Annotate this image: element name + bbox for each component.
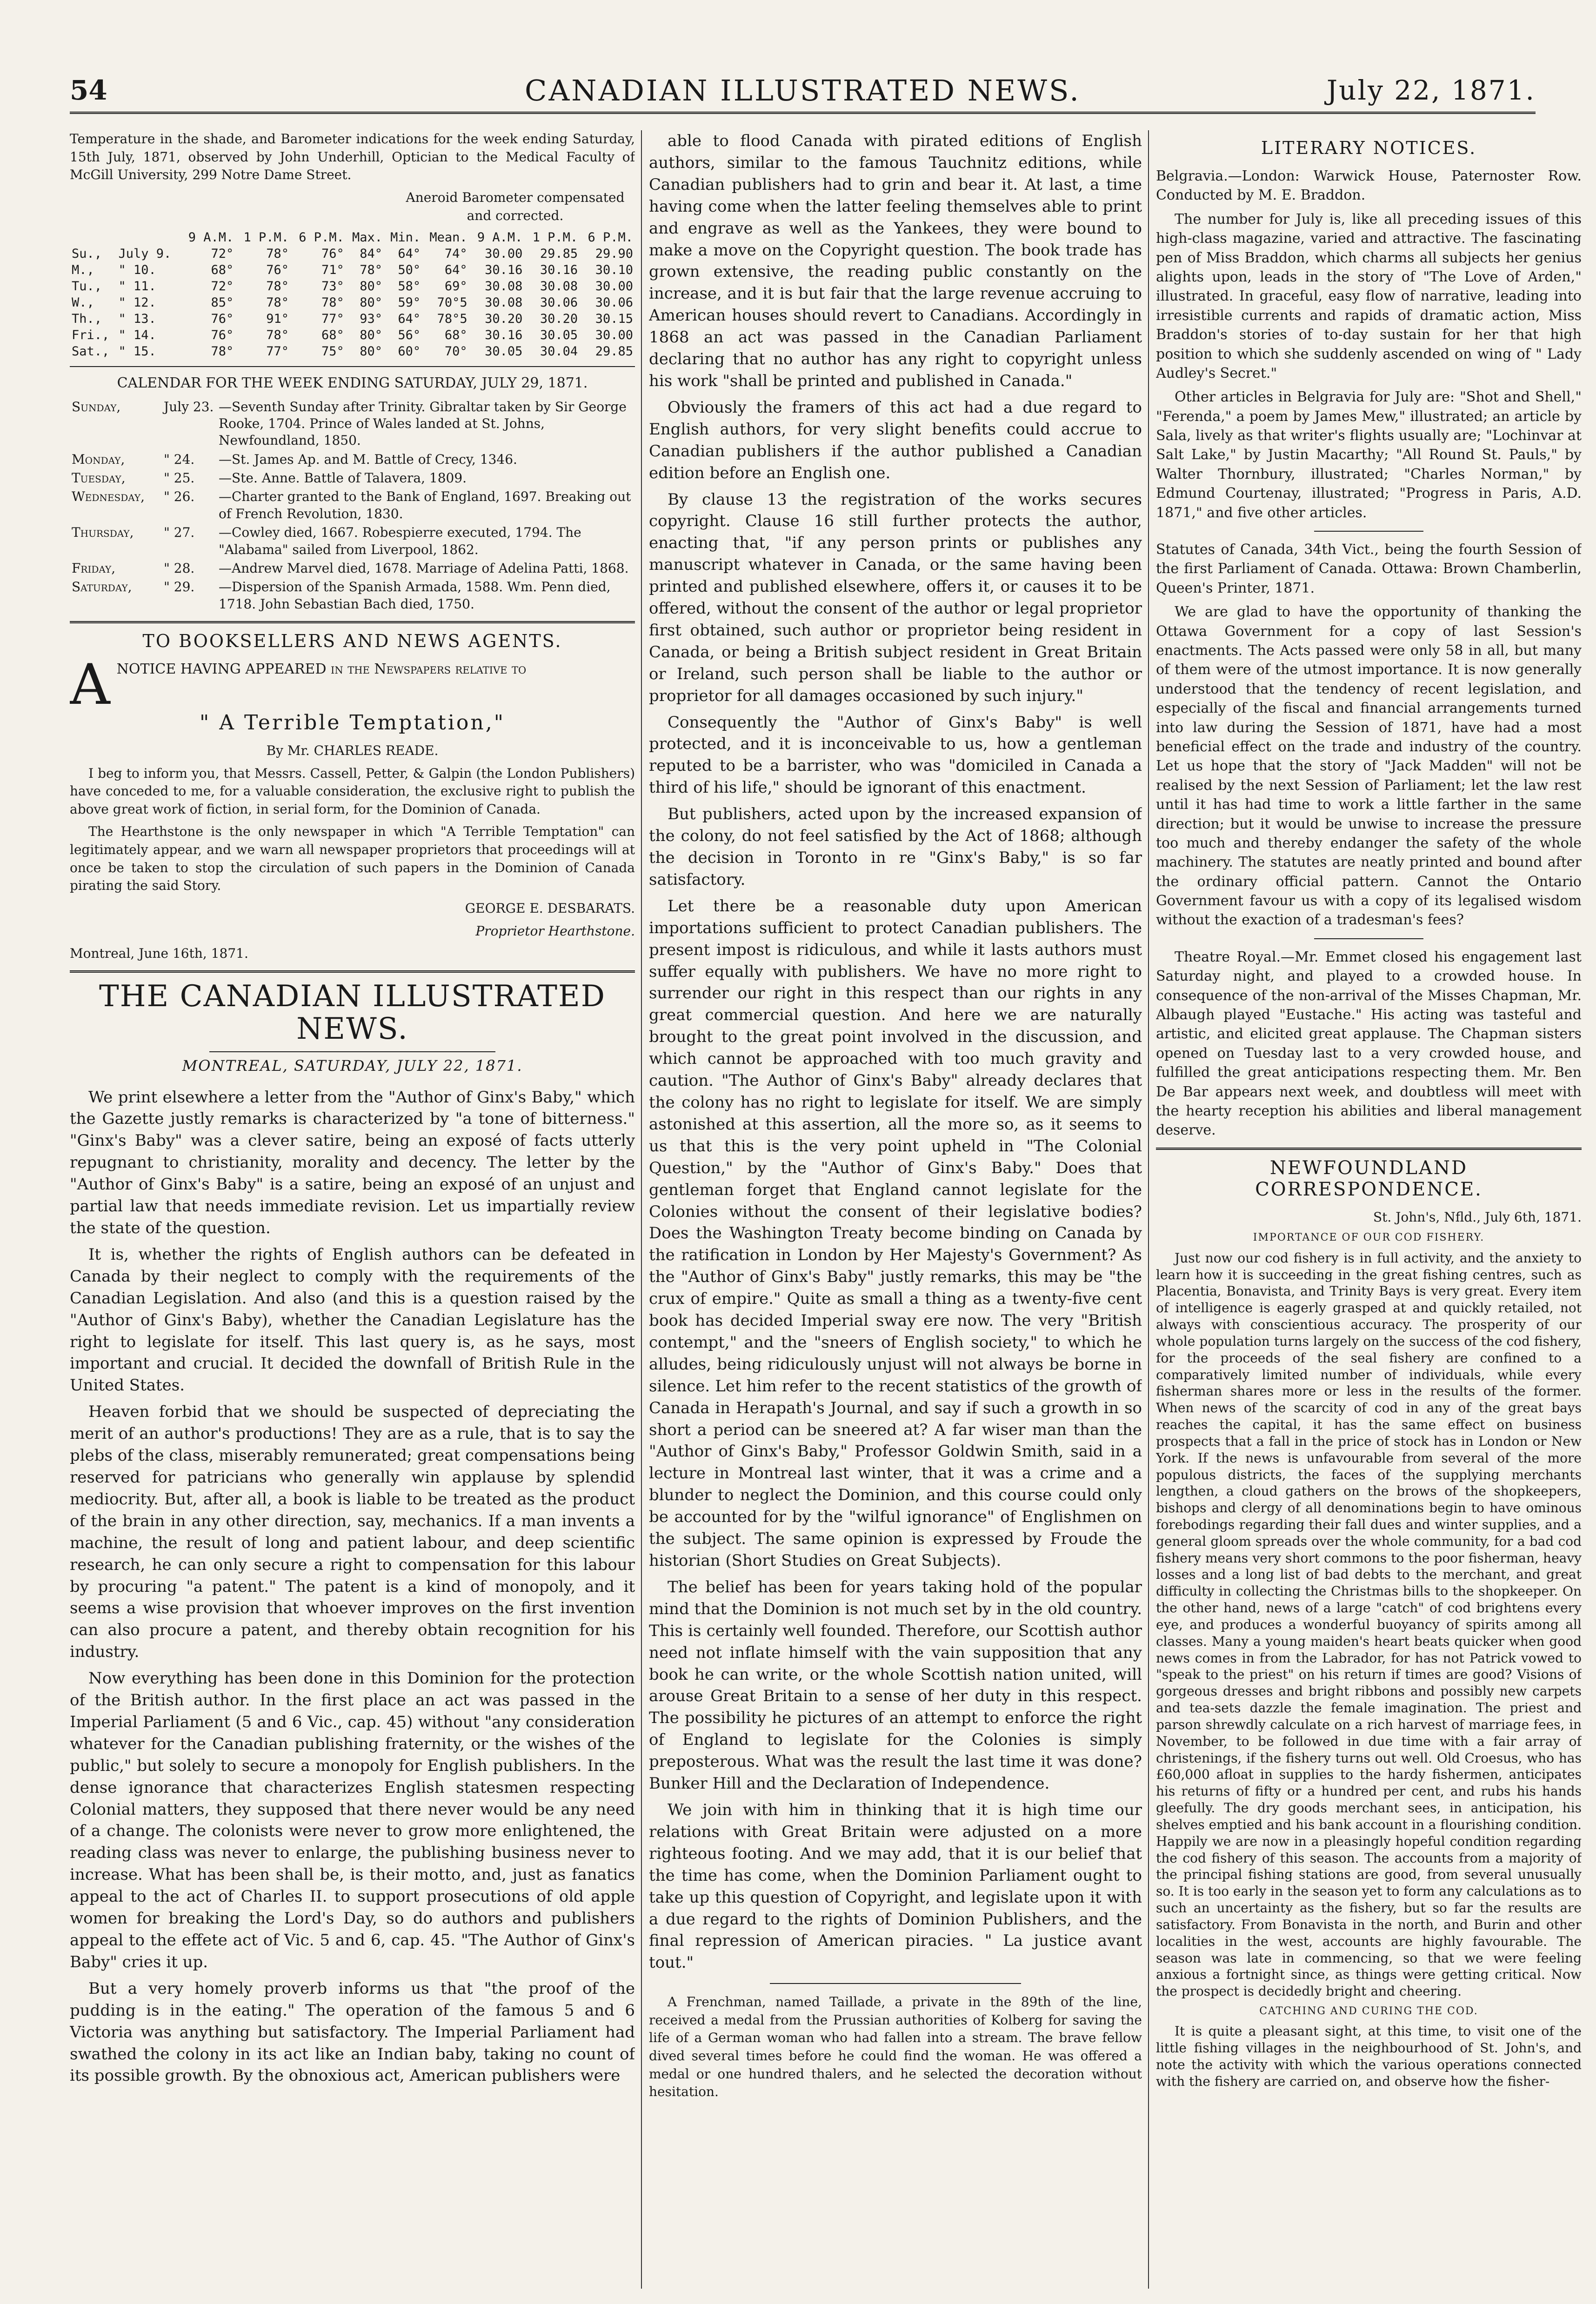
column-rule-1 — [641, 130, 642, 2289]
editorial-continued — [649, 130, 1142, 1974]
belgravia-para-2: Other articles in Belgravia for July are: "Shot and Shell," "Ferenda," a poem by James Mew," illustrated; an article by Sala, lively as that writer's flights usually are; "Lochinvar at Salt Lake," by Justin Macarthy; "All Round St. Pauls," by Walter Thornbury, illustrated; "Charles Norman," by Edmund Courtenay, illustrated; "Progress in Paris, A.D. 1871," and five other articles. — [1156, 389, 1582, 521]
calendar-day: Wednesday, — [72, 489, 145, 505]
editorial-paragraph: Consequently the "Author of Ginx's Baby" is well protected, and it is inconceivable to us, how a gentleman reputed to be a barrister, who was "domiciled in Canada a third of his life," should be ignorant of this enactment. — [649, 713, 1142, 797]
weather-cell: 68° — [211, 263, 234, 278]
story-byline: By Mr. CHARLES READE. — [266, 742, 439, 758]
calendar-text: —St. James Ap. and M. Battle of Crecy, 1346. — [219, 451, 517, 467]
weather-cell: 71° — [321, 263, 344, 278]
weather-row — [70, 294, 635, 311]
editorial-paragraph: But publishers, acted upon by the increased expansion of the colony, do not feel satisfied by the Act of 1868; although the decision in Toronto in re "Ginx's Baby," is so far satisfactory. — [649, 805, 1142, 889]
calendar-day: Thursday, — [72, 525, 134, 541]
weather-cell: 72° — [211, 279, 234, 294]
weather-cell: 69° — [444, 279, 467, 294]
calendar-entry — [70, 523, 635, 559]
weather-row — [70, 327, 635, 343]
weather-row — [70, 278, 635, 294]
statutes-heading: Statutes of Canada, 34th Vict., being the fourth Session of the first Parliament of Canada. Ottawa: Brown Chamberlin, Queen's Printer, 1871. — [1156, 541, 1582, 596]
calendar-title: CALENDAR FOR THE WEEK ENDING SATURDAY, JULY 29, 1871. — [117, 375, 588, 392]
weather-cell: 77° — [266, 344, 289, 359]
weather-cell: 64° — [444, 263, 467, 278]
newfoundland-dateline: St. John's, Nfld., July 6th, 1871. — [1373, 1209, 1582, 1225]
weather-header-row — [70, 229, 635, 246]
weather-cell: " 15. — [118, 344, 156, 359]
calendar-text: —Cowley died, 1667. Robespierre executed, 1794. The "Alabama" sailed from Liverpool, 1862. — [219, 525, 581, 557]
drop-cap: A — [70, 653, 110, 718]
calendar-text: —Charter granted to the Bank of England, 1697. Breaking out of French Revolution, 1830. — [219, 489, 631, 521]
weather-header-cell: Max. — [352, 230, 382, 245]
notice-place-date: Montreal, June 16th, 1871. — [70, 946, 248, 962]
weather-cell: 30.16 — [485, 328, 523, 343]
weather-header-cell — [70, 229, 116, 246]
weather-cell: 58° — [398, 279, 421, 294]
weather-cell: 30.08 — [485, 279, 523, 294]
weather-cell: 80° — [360, 344, 382, 359]
weather-cell: 30.00 — [595, 328, 633, 343]
weather-cell: 78° — [266, 295, 289, 310]
editorial-paragraph: We print elsewhere a letter from the "Author of Ginx's Baby," which the Gazette justly remarks is characterized by "a tone of bitterness." "Ginx's Baby" was a clever satire, being an exposé of facts utterly repugnant to christianity, morality and decency. The letter by the "Author of Ginx's Baby" is a satire, being an exposé of an unjust and partial law that needs immediate revision. Let us impartially review the state of the question. — [70, 1088, 635, 1238]
issue-date: July 22, 1871. — [1326, 74, 1536, 106]
weather-cell: 78° — [266, 247, 289, 261]
masthead — [70, 70, 1536, 114]
belgravia-para-1: The number for July is, like all preceding issues of this high-class magazine, varied and attractive. The fascinating pen of Miss Braddon, which charms all subjects her genius alights upon, leads in the story of "The Love of Arden," illustrated. In graceful, easy flow of narrative, leading into irresistible currents and rapids of dramatic action, Miss Braddon's stories of to-day sustain for her that high position to which she suddenly ascended on wing of " Lady Audley's Secret." — [1156, 211, 1582, 381]
weather-cell: 78° — [321, 295, 344, 310]
weather-cell: 30.06 — [540, 295, 578, 310]
weather-cell: 80° — [360, 279, 382, 294]
editorial-body — [70, 1087, 635, 2087]
weather-cell: Th., — [72, 312, 102, 327]
theatre-royal: Theatre Royal.—Mr. Emmet closed his engagement last Saturday night, and played to a crowded house. In consequence of the non-arrival of the Misses Chapman, Mr. Albaugh played "Eustache." His acting was tasteful and artistic, and elicited great applause. The Chapman sisters opened on Tuesday last to a very crowded house, and fulfilled the great anticipations respecting them. Mr. Ben De Bar appears next week, and doubtless will meet with the hearty reception his abilities and liberal management deserve. — [1156, 948, 1582, 1139]
belgravia-heading: Belgravia.—London: Warwick House, Paternoster Row. Conducted by M. E. Braddon. — [1156, 168, 1582, 204]
weather-cell: 84° — [360, 247, 382, 261]
calendar-day: Saturday, — [72, 579, 132, 595]
weather-cell: 76° — [321, 247, 344, 261]
weather-cell: Fri., — [72, 328, 110, 343]
weather-cell: July 9. — [118, 247, 172, 261]
weather-cell: 93° — [360, 312, 382, 327]
calendar-num: July 23. — [164, 399, 214, 414]
notice-lead: NOTICE HAVING APPEARED in the Newspapers relative to — [116, 661, 527, 678]
weather-cell: 30.20 — [485, 312, 523, 327]
weather-intro: Temperature in the shade, and Barometer indications for the week ending Saturday, 15th July, 1871, observed by John Underhill, Optician to the Medical Faculty of McGill University, 299 Notre Dame Street. — [70, 131, 635, 183]
weather-cell: Su., — [72, 247, 102, 261]
calendar-day: Friday, — [72, 561, 116, 576]
newspaper-title: CANADIAN ILLUSTRATED NEWS. — [525, 73, 1081, 107]
notice-signature-title: Proprietor Hearthstone. — [475, 923, 635, 939]
weather-cell: 50° — [398, 263, 421, 278]
weather-cell: 85° — [211, 295, 234, 310]
weather-cell: " 12. — [118, 295, 156, 310]
weather-cell: 30.05 — [485, 344, 523, 359]
notice-para-2: The Hearthstone is the only newspaper in which "A Terrible Temptation" can legitimately appear, and we warn all newspaper proprietors that proceedings will at once be taken to stop the circulation of such papers in the Dominion of Canada pirating the said Story. — [70, 824, 635, 894]
weather-cell: 30.08 — [540, 279, 578, 294]
weather-cell: 78° — [266, 328, 289, 343]
weather-header-cell: 1 P.M. — [532, 230, 578, 245]
editorial-paragraph: We join with him in thinking that it is high time our relations with Great Britain were adjusted on a more righteous footing. And we may add, that it is our belief that the time has come, when the Dominion Parliament ought to take up this question of Copyright, and legislate upon it with a due regard to the rights of Dominion Publishers, and the final repression of American piracies. " La justice avant tout." — [649, 1800, 1142, 1972]
calendar-num: " 24. — [164, 451, 195, 467]
calendar-num: " 25. — [164, 470, 195, 486]
weather-cell: 76° — [211, 312, 234, 327]
weather-cell: 70°5 — [437, 295, 467, 310]
weather-row — [70, 343, 635, 360]
weather-cell: 76° — [266, 263, 289, 278]
editorial-paragraph: By clause 13 the registration of the works secures copyright. Clause 16 still further protects the author, enacting that, "if any person prints or publishes any manuscript whatever in Canada, or the same having been printed and published elsewhere, offers it, or causes it to be offered, without the consent of the author or legal proprietor first obtained, such author or proprietor being resident in Canada, or being a British subject resident in Great Britain or Ireland, such person shall be liable to the author or proprietor for all damages occasioned by such injury." — [649, 490, 1142, 705]
calendar-entry — [70, 578, 635, 614]
booksellers-heading: TO BOOKSELLERS AND NEWS AGENTS. — [142, 631, 562, 652]
weather-cell: 30.08 — [485, 295, 523, 310]
cod-fishery-para: Just now our cod fishery is in full activity, and the anxiety to learn how it is succeeding in the great fishing centres, such as Placentia, Bonavista, and Trinity Bays is very great. Every item of intelligence is eagerly grasped at and quickly retailed, not always with conscientious accuracy. The prosperity of our whole population turns largely on the success of the cod fishery, for the proceeds of the seal fishery are confined to a comparatively limited number of individuals, while every fisherman shares more or less in the results of the former. When news of the scarcity of cod in any of the great bays reaches the capital, it has the same effect on business prospects that a fall in the price of stock has in London or New York. If the news is unfavourable from several of the more populous districts, the faces of the supplying merchants lengthen, a cloud gathers on the brows of the shopkeepers, bishops and clergy of all denominations begin to have ominous forebodings regarding their fall dues and winter supplies, and a general gloom spreads over the whole community, for a bad cod fishery means very short commons to the poor fisherman, heavy losses and a long list of bad debts to the merchant, and great difficulty in collecting the Christmas bills to the shopkeeper. On the other hand, news of a large "catch" of cod brightens every eye, and produces a wonderful buoyancy of spirits among all classes. Many a young maiden's heart beats quicker when good news comes in from the Labrador, for has not Patrick vowed to "speak to the priest" on his return if times are good? Visions of gorgeous dresses and bright ribbons and possibly new carpets and tea-sets dazzle the female imagination. The priest and parson shrewdly calculate on a rich harvest of marriage fees, in November, to be followed in due time with a fair array of christenings, if the fishery turns out well. Old Croesus, who has £60,000 afloat in supplies to the hardy fishermen, anticipates his returns of fifty or a hundred per cent, and rubs his hands gleefully. The dry goods merchant sees, in anticipation, his shelves emptied and his bank account in a flourishing condition. Happily we are now in a pleasingly hopeful condition regarding the cod fishery of this season. The accounts from a majority of the principal fishing stations are good, from several unusually so. It is too early in the season yet to form any calculations as to such an uncertainty as the fishery, but so far the results are satisfactory. From Bonavista in the north, and Burin and other localities in the west, accounts are highly favourable. The season was late in commencing, so that we were feeling anxious a fortnight since, as things were getting critical. Now the prospect is decidedly bright and cheering. — [1156, 1250, 1582, 1999]
weather-cell: 78° — [360, 263, 382, 278]
weather-header-cell: Min. — [390, 230, 421, 245]
weather-cell: 77° — [321, 312, 344, 327]
calendar-entry — [70, 398, 635, 450]
weather-cell: 68° — [321, 328, 344, 343]
barometer-header: Aneroid Barometer compensated and corrected. — [406, 189, 625, 223]
weather-cell: 30.15 — [595, 312, 633, 327]
weather-cell: 78° — [266, 279, 289, 294]
weather-header-cell — [116, 229, 180, 246]
editorial-paragraph: Obviously the framers of this act had a due regard to English authors, for very slight benefits could accrue to Canadian publishers if the author published a Canadian edition before an English one. — [649, 398, 1142, 482]
column-rule-2 — [1148, 130, 1149, 2289]
weather-header-cell: 6 P.M. — [588, 230, 633, 245]
weather-cell: 75° — [321, 344, 344, 359]
weather-cell: " 13. — [118, 312, 156, 327]
weather-cell: " 11. — [118, 279, 156, 294]
notice-signature: GEORGE E. DESBARATS. — [465, 900, 635, 916]
weather-cell: 30.10 — [595, 263, 633, 278]
weather-cell: 74° — [444, 247, 467, 261]
editorial-paragraph: The belief has been for years taking hold of the popular mind that the Dominion is not much set by in the old country. This is certainly well founded. Therefore, our Scottish author need not inflate himself with the vain supposition that any book he can write, or the whole Scottish nation united, will arouse Great Britain to a sense of her duty in this respect. The possibility he pictures of an attempt to enforce the right of England to legislate for the Colonies is simply preposterous. What was the result the last time it was done? Bunker Hill and the Declaration of Independence. — [649, 1577, 1142, 1793]
weather-table — [70, 229, 635, 360]
weather-row — [70, 246, 635, 262]
weather-cell: 78°5 — [437, 312, 467, 327]
calendar-num: " 29. — [164, 579, 195, 595]
column-3 — [1156, 130, 1582, 2289]
weather-cell: 60° — [398, 344, 421, 359]
editorial-paragraph: It is, whether the rights of English authors can be defeated in Canada by their neglect to comply with the requirements of the Canadian Legislation. And also (and this is a question raised by the "Author of Ginx's Baby), whether the Canadian Legislature has the right to legislate for itself. This last query is, as he says, most important and crucial. It decided the downfall of British Rule in the United States. — [70, 1245, 635, 1395]
story-title: " A Terrible Temptation," — [200, 711, 505, 735]
editorial-paragraph: able to flood Canada with pirated editions of English authors, similar to the famous Tauchnitz editions, while Canadian publishers had to grin and bear it. At last, a time having come when the latter feeling themselves able to print and engrave as well as the Yankees, they were bound to make a move on the Copyright question. The book trade has grown extensive, the reading public constantly on the increase, and it is but fair that the large revenue accruing to American houses should revert to Canadians. Accordingly in 1868 an act was passed in the Canadian Parliament declaring that no author has any right to copyright unless his work "shall be printed and published in Canada." — [649, 132, 1142, 390]
column-2 — [649, 130, 1142, 2289]
weather-cell: 29.85 — [540, 247, 578, 261]
weather-header-cell: 6 P.M. — [299, 230, 344, 245]
calendar-text: —Andrew Marvel died, 1678. Marriage of Adelina Patti, 1868. — [219, 561, 629, 576]
weather-cell: 30.16 — [540, 263, 578, 278]
calendar-day: Tuesday, — [72, 470, 126, 486]
calendar-entry — [70, 469, 635, 488]
weather-cell: M., — [72, 263, 94, 278]
weather-cell: Tu., — [72, 279, 102, 294]
weather-cell: 59° — [398, 295, 421, 310]
weather-cell: 64° — [398, 247, 421, 261]
weather-cell: 68° — [444, 328, 467, 343]
weather-cell: 76° — [211, 328, 234, 343]
weather-cell: 64° — [398, 312, 421, 327]
cod-fishery-subhead: IMPORTANCE OF OUR COD FISHERY. — [1253, 1232, 1485, 1244]
booksellers-notice — [70, 653, 635, 963]
weather-row — [70, 311, 635, 327]
weather-cell: 56° — [398, 328, 421, 343]
weather-cell: " 14. — [118, 328, 156, 343]
calendar-table — [70, 398, 635, 614]
weather-cell: 30.06 — [595, 295, 633, 310]
calendar-text: —Ste. Anne. Battle of Talavera, 1809. — [219, 470, 467, 486]
weather-header-cell: Mean. — [429, 230, 467, 245]
weather-cell: 30.20 — [540, 312, 578, 327]
editorial-paragraph: Now everything has been done in this Dominion for the protection of the British author. In the first place an act was passed in the Imperial Parliament (5 and 6 Vic., cap. 45) without "any consideration whatever for the Canadian publishing fraternity, or the wishes of the public," but solely to secure a monopoly for English publishers. In the dense ignorance that characterizes English statesmen respecting Colonial matters, they supposed that there never would be any need of a change. The colonists were never to grow more enlightened, the reading class was never to enlarge, the publishing business never to increase. What has been shall be, is their motto, and, just as fanatics appeal to the act of Charles II. to support prosecutions of old apple women for breaking the Lord's Day, so do authors and publishers appeal to the effete act of Vic. 5 and 6, cap. 45. "The Author of Ginx's Baby" cries it up. — [70, 1669, 635, 1971]
editorial-paragraph: Heaven forbid that we should be suspected of depreciating the merit of an author's productions! They are as a rule, that is to say the plebs of the class, miserably remunerated; great compensations being reserved for patricians who generally win applause by splendid mediocrity. But, after all, a book is liable to be treated as the product of the brain in any other direction, say, mechanics. If a man invents a machine, the result of long and patient labour, and deep scientific research, he can only secure a right to compensation for this labour by procuring "a patent." The patent is a kind of monopoly, and it seems a wise provision that whoever improves on the first invention can also procure a patent, and thereby obtain recognition for his industry. — [70, 1402, 635, 1662]
weather-cell: 30.05 — [540, 328, 578, 343]
weather-header-cell: 1 P.M. — [243, 230, 289, 245]
calendar-entry — [70, 559, 635, 578]
calendar-entry — [70, 488, 635, 523]
calendar-text: —Seventh Sunday after Trinity. Gibraltar taken by Sir George Rooke, 1704. Prince of Wales landed at St. Johns, Newfoundland, 1850. — [219, 399, 627, 448]
calendar-num: " 26. — [164, 489, 195, 505]
weather-cell: 70° — [444, 344, 467, 359]
notice-para-1: I beg to inform you, that Messrs. Cassell, Petter, & Galpin (the London Publishers) have conceded to me, for a valuable consideration, the exclusive right to publish the above great work of fiction, in serial form, for the Dominion of Canada. — [70, 765, 635, 817]
weather-cell: 29.90 — [595, 247, 633, 261]
calendar-text: —Dispersion of the Spanish Armada, 1588. Wm. Penn died, 1718. John Sebastian Bach died, 1750. — [219, 579, 611, 612]
weather-cell: 80° — [360, 295, 382, 310]
frenchman-item: A Frenchman, named Taillade, a private in the 89th of the line, received a medal from the Prussian authorities of Kolberg for saving the life of a German woman who had fallen into a stream. The brave fellow dived several times before he could find the woman. He was offered a medal or one hundred thalers, and he selected the decoration without hesitation. — [649, 1994, 1142, 2100]
weather-cell: 91° — [266, 312, 289, 327]
calendar-num: " 27. — [164, 525, 195, 541]
weather-header-cell: 9 A.M. — [188, 230, 234, 245]
editorial-paragraph: Let there be a reasonable duty upon American importations sufficient to protect Canadian publishers. The present impost is ridiculous, and while it lasts authors must suffer equally with publishers. We have no more right to surrender our right in this respect than our rights in any great commercial question. And here we are naturally brought to the great point involved in the discussion, and which cannot be approached with too much gravity and caution. "The Author of Ginx's Baby" already declares that the colony has no right to legislate for itself. We are simply astonished at this assertion, all the more so, as it seems to us that this is the very point upheld in "The Colonial Question," by the "Author of Ginx's Baby." Does that gentleman forget that England cannot legislate for the Colonies without the consent of their legislative bodies? Does the Washington Treaty become binding on Canada by the ratification in London by Her Majesty's Government? As the "Author of Ginx's Baby" justly remarks, this may be "the crux of empire." Quite as small a thing as a twenty-five cent book has decided Imperial sway ere now. The very "British contempt," and the "sneers of English society," to which he alludes, being ridiculously unjust will not always be borne in silence. Let him refer to the recent statistics of the growth of Canada in Herapath's Journal, and say if such a growth in so short a period can be sneered at? A far wiser man than the "Author of Ginx's Baby," Professor Goldwin Smith, said in a lecture in Montreal last winter, that it was a crime and a blunder to neglect the Dominion, and this course could only be accounted for by the "wilful ignorance" of Englishmen on the subject. The same opinion is expressed by Froude the historian (Short Studies on Great Subjects). — [649, 896, 1142, 1570]
weather-cell: 30.04 — [540, 344, 578, 359]
weather-header-cell: 9 A.M. — [477, 230, 523, 245]
calendar-num: " 28. — [164, 561, 195, 576]
weather-cell: 29.85 — [595, 344, 633, 359]
editorial-dateline: MONTREAL, SATURDAY, JULY 22, 1871. — [182, 1056, 523, 1075]
weather-cell: 78° — [211, 344, 234, 359]
calendar-entry — [70, 450, 635, 469]
weather-cell: " 10. — [118, 263, 156, 278]
column-1 — [70, 130, 635, 2289]
curing-cod-para: It is quite a pleasant sight, at this time, to visit one of the little fishing villages in the neighbourhood of St. John's, and note the activity with which the various operations connected with the fishery are carried on, and observe how the fisher- — [1156, 2024, 1582, 2089]
weather-cell: 80° — [360, 328, 382, 343]
newfoundland-heading: NEWFOUNDLAND CORRESPONDENCE. — [1255, 1157, 1482, 1200]
weather-cell: 30.00 — [485, 247, 523, 261]
calendar-day: Sunday, — [72, 399, 121, 414]
weather-row — [70, 262, 635, 278]
weather-cell: 30.00 — [595, 279, 633, 294]
weather-cell: W., — [72, 295, 94, 310]
literary-heading: LITERARY NOTICES. — [1261, 138, 1477, 158]
statutes-para: We are glad to have the opportunity of thanking the Ottawa Government for a copy of last Session's enactments. The Acts passed were only 58 in all, but many of them were of the utmost importance. It is now generally understood that the tendency of recent legislation, and especially of the fiscal and financial arrangements turned into law during the Session of 1871, have had a most beneficial effect on the trade and industry of the country. Let us hope that the story of "Jack Madden" will not be realised by the next Session of Parliament; let the law rest until it has had time to work a little farther in the same direction; but it would be unwise to increase the pressure too much and thereby endanger the safety of the whole machinery. The statutes are neatly printed and bound after the ordinary official pattern. Cannot the Ontario Government favour us with a copy of its legalised wisdom without the exaction of a tradesman's fees? — [1156, 604, 1582, 928]
editorial-paragraph: But a very homely proverb informs us that "the proof of the pudding is in the eating." The operation of the famous 5 and 6 Victoria was anything but satisfactory. The Imperial Parliament had swathed the colony in its act like an Indian baby, taking no count of its possible growth. By the obnoxious act, American publishers were — [70, 1979, 635, 2085]
weather-cell: 30.16 — [485, 263, 523, 278]
curing-cod-subhead: CATCHING AND CURING THE COD. — [1259, 2005, 1478, 2017]
calendar-day: Monday, — [72, 451, 125, 467]
weather-cell: 73° — [321, 279, 344, 294]
weather-cell: 72° — [211, 247, 234, 261]
page-number: 54 — [70, 74, 107, 106]
weather-cell: Sat., — [72, 344, 110, 359]
editorial-title: THE CANADIAN ILLUSTRATED NEWS. — [99, 979, 606, 1047]
